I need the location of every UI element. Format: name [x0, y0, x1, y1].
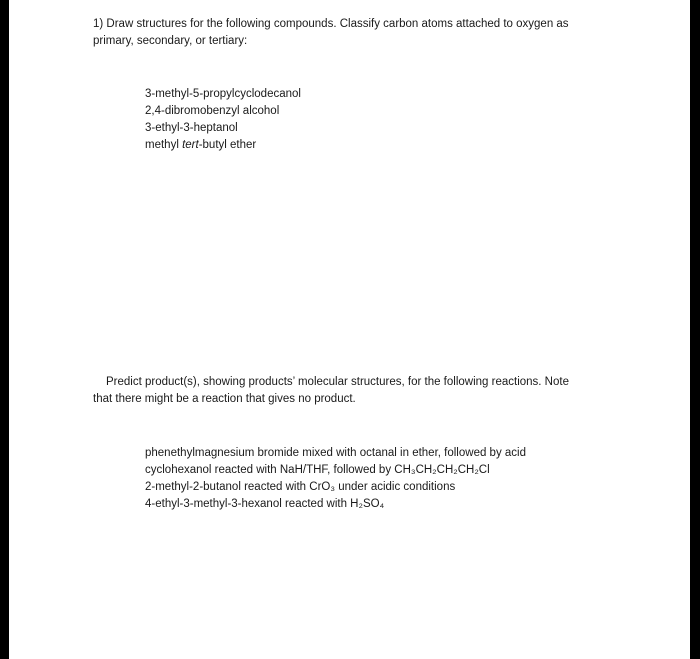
document-page: [9, 0, 690, 659]
reaction-item: 2-methyl-2-butanol reacted with CrO₃ under acidic conditions: [145, 481, 456, 493]
reaction-item: cyclohexanol reacted with NaH/THF, followed by CH₃CH₂CH₂CH₂Cl: [145, 464, 490, 476]
reaction-item: 4-ethyl-3-methyl-3-hexanol reacted with H₂SO₄: [145, 498, 385, 510]
question-2-prompt: [93, 374, 569, 408]
compound-item: 3-methyl-5-propylcyclodecanol: [145, 88, 301, 100]
compound-item: 2,4-dibromobenzyl alcohol: [145, 105, 280, 117]
compound-item: [145, 137, 301, 154]
compound-4-italic: tert: [182, 139, 199, 151]
question-1-line-1: 1) Draw structures for the following compounds. Classify carbon atoms attached to oxygen as: [93, 18, 569, 30]
question-2-line-2: that there might be a reaction that gives no product.: [93, 393, 356, 405]
reaction-list: [145, 445, 526, 513]
question-2-line-1: Predict product(s), showing products’ molecular structures, for the following reactions. Note: [106, 376, 569, 388]
question-1-line-2: primary, secondary, or tertiary:: [93, 35, 248, 47]
compound-4-prefix: methyl: [145, 139, 183, 151]
question-1-prompt: [93, 16, 569, 50]
compound-list: [145, 86, 301, 154]
compound-item: 3-ethyl-3-heptanol: [145, 122, 238, 134]
reaction-item: phenethylmagnesium bromide mixed with octanal in ether, followed by acid: [145, 447, 526, 459]
compound-4-suffix: -butyl ether: [198, 139, 257, 151]
